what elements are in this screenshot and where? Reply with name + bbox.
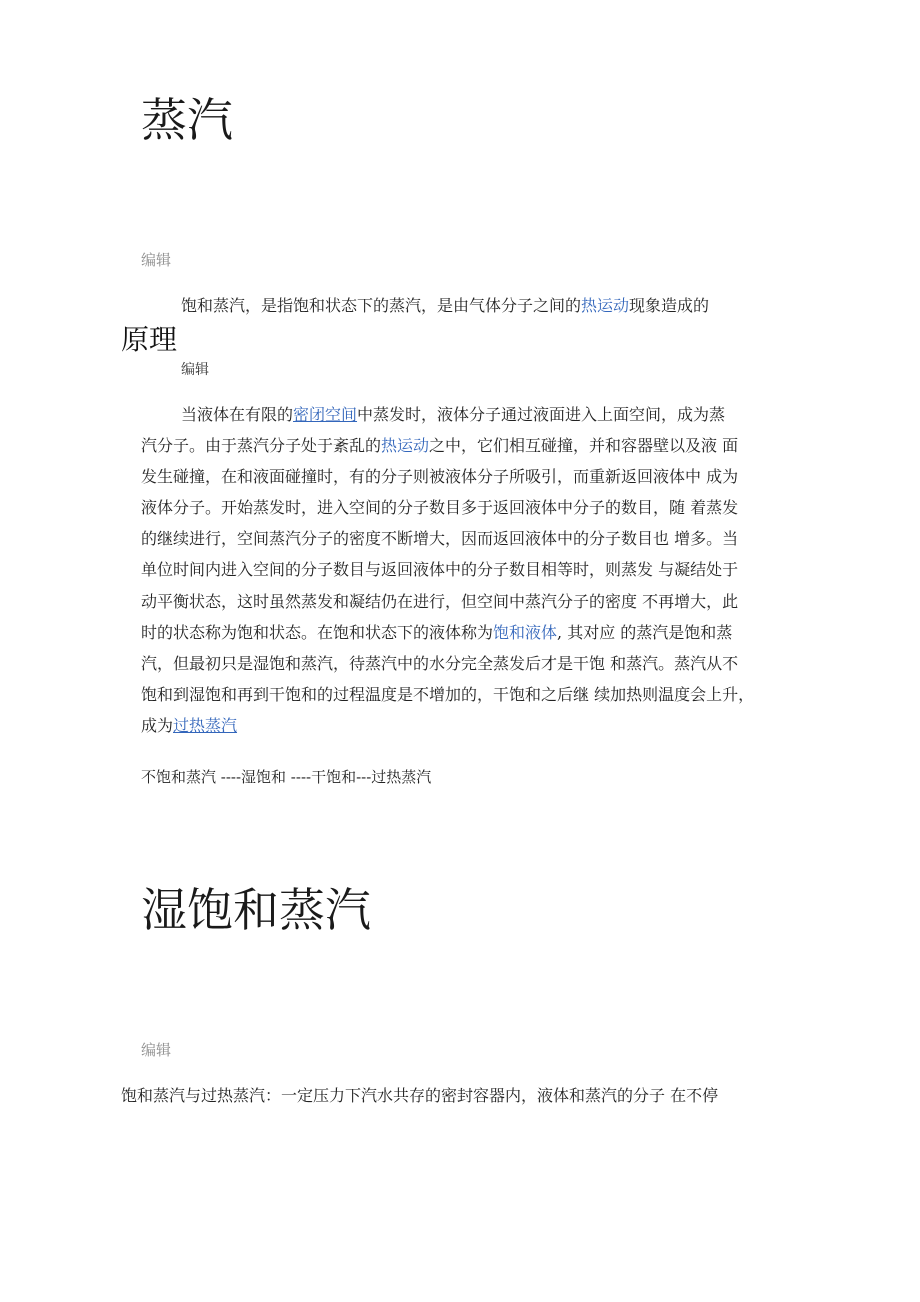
text-span: 时的状态称为饱和状态。在饱和状态下的液体称为 — [141, 623, 494, 642]
text-span: 单位时间内进入空间的分子数目与返回液体中的分子数目相等时，则蒸发 与凝结处于 — [141, 560, 739, 579]
text-span: 之中，它们相互碰撞，并和容器壁以及液 面 — [429, 436, 739, 455]
text-span: 发生碰撞，在和液面碰撞时，有的分子则被液体分子所吸引，而重新返回液体中 成为 — [141, 467, 739, 486]
paragraph-line — [141, 618, 732, 648]
text-span: 中蒸发时，液体分子通过液面进入上面空间，成为蒸 — [357, 405, 726, 424]
steam-sequence: 不饱和蒸汽 ----湿饱和 ----干饱和---过热蒸汽 — [141, 768, 432, 786]
wet-steam-paragraph: 饱和蒸汽与过热蒸汽：一定压力下汽水共存的密封容器内，液体和蒸汽的分子 在不停 — [121, 1086, 719, 1105]
text-span: 液体分子。开始蒸发时，进入空间的分子数目多于返回液体中分子的数目，随 着蒸发 — [141, 498, 739, 517]
link-closed-space[interactable]: 密闭空间 — [293, 405, 358, 424]
paragraph-line — [141, 711, 237, 741]
edit-link-principle[interactable]: 编辑 — [181, 362, 209, 378]
paragraph-line — [141, 555, 738, 585]
link-thermal-motion[interactable]: 热运动 — [581, 296, 630, 315]
intro-text-before: 饱和蒸汽，是指饱和状态下的蒸汽，是由气体分子之间的 — [181, 296, 582, 315]
heading-principle: 原理 — [121, 323, 178, 356]
link-thermal-motion-2[interactable]: 热运动 — [381, 436, 430, 455]
text-span: 汽，但最初只是湿饱和蒸汽，待蒸汽中的水分完全蒸发后才是干饱 和蒸汽。蒸汽从不 — [141, 654, 739, 673]
intro-text-after: 现象造成的 — [629, 296, 710, 315]
heading-wet-saturated-steam: 湿饱和蒸汽 — [141, 883, 371, 937]
link-superheated-steam[interactable]: 过热蒸汽 — [173, 716, 238, 735]
paragraph-line — [141, 431, 738, 461]
paragraph-line — [141, 462, 738, 492]
paragraph-line — [141, 680, 754, 710]
text-span: 动平衡状态，这时虽然蒸发和凝结仍在进行，但空间中蒸汽分子的密度 不再增大，此 — [141, 592, 739, 611]
edit-link-steam[interactable]: 编辑 — [141, 251, 172, 269]
paragraph-line — [141, 587, 738, 617]
edit-link-wet-steam[interactable]: 编辑 — [141, 1041, 172, 1059]
paragraph-line — [141, 524, 738, 554]
text-span: 当液体在有限的 — [181, 405, 294, 424]
paragraph-line — [141, 649, 738, 679]
text-span: , 其对应 的蒸汽是饱和蒸 — [557, 623, 733, 642]
link-saturated-liquid[interactable]: 饱和液体 — [493, 623, 558, 642]
paragraph-line — [141, 493, 738, 523]
paragraph-line — [181, 400, 725, 430]
text-span: 的继续进行，空间蒸汽分子的密度不断增大，因而返回液体中的分子数目也 增多。当 — [141, 529, 739, 548]
text-span: 成为 — [141, 716, 174, 735]
intro-paragraph — [181, 291, 709, 321]
heading-steam: 蒸汽 — [141, 93, 233, 147]
text-span: 汽分子。由于蒸汽分子处于紊乱的 — [141, 436, 382, 455]
text-span: 饱和到湿饱和再到干饱和的过程温度是不增加的，干饱和之后继 续加热则温度会上升， — [141, 685, 755, 704]
